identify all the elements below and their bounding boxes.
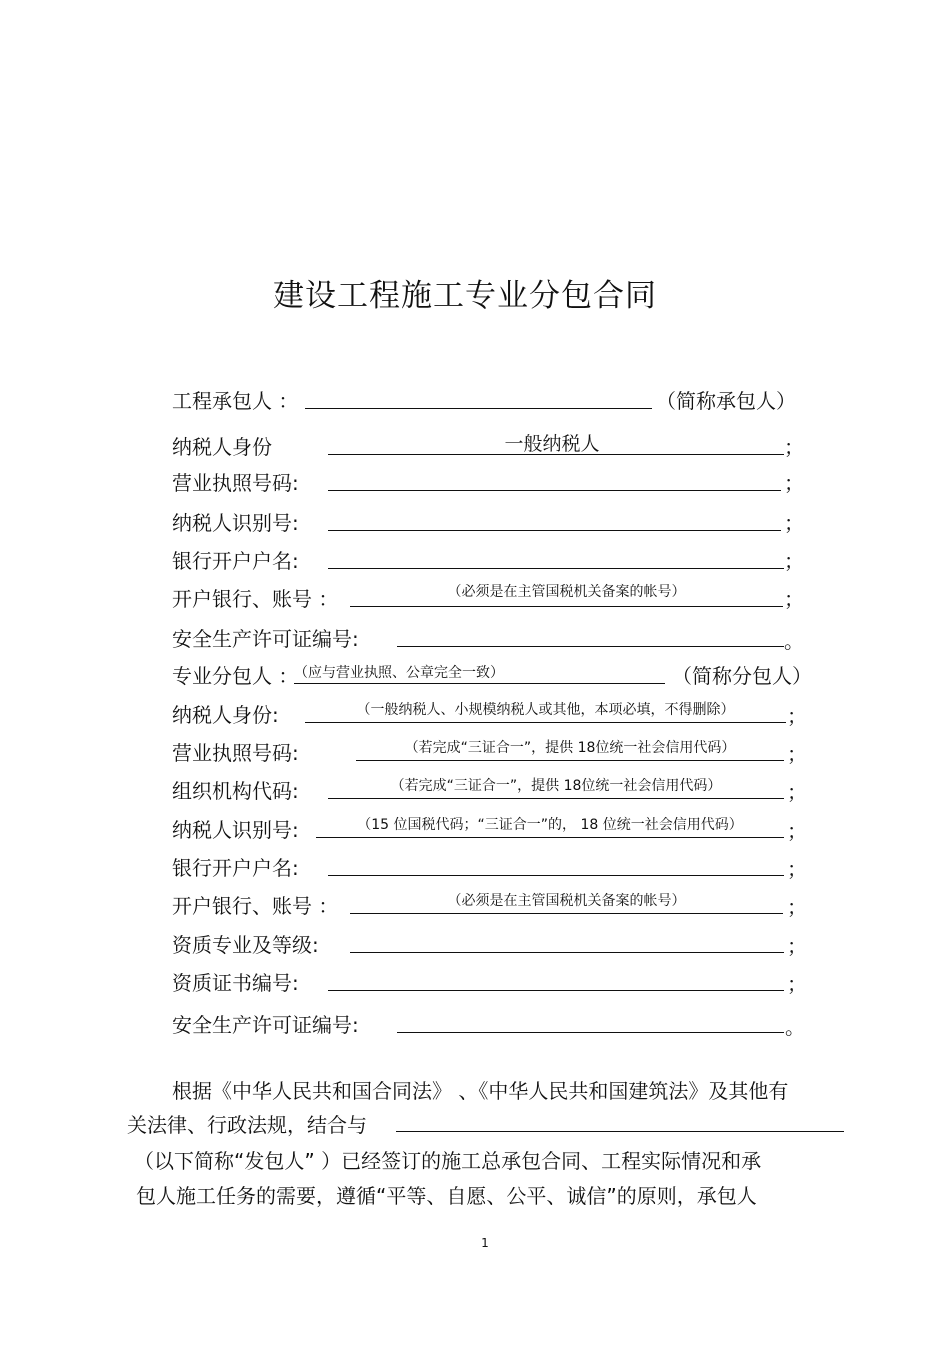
subcontractor-name-field[interactable]: [294, 657, 665, 684]
subcontractor-tax-status-label: 纳税人身份:: [172, 703, 279, 727]
subcontractor-safety-field[interactable]: [397, 1006, 784, 1033]
subcontractor-org-code-label: 组织机构代码:: [172, 779, 299, 803]
semicolon: ；: [787, 704, 807, 728]
contractor-safety-label: 安全生产许可证编号:: [172, 627, 359, 651]
contractor-name-label: 工程承包人 ：: [172, 389, 299, 413]
contractor-tax-status-row: [0, 428, 950, 458]
subcontractor-tax-status-row: [0, 696, 950, 726]
subcontractor-license-hint: （若完成“三证合一”，提供 18位统一社会信用代码）: [404, 740, 736, 756]
preamble-line-2: 关法律、行政法规，结合与: [127, 1113, 367, 1137]
subcontractor-account-name-field[interactable]: [328, 849, 784, 876]
semicolon: ；: [787, 934, 807, 958]
subcontractor-certificate-label: 资质证书编号:: [172, 971, 299, 995]
period: 。: [784, 629, 804, 653]
subcontractor-name-suffix: （简称分包人）: [672, 664, 812, 688]
contractor-tax-status-field[interactable]: [328, 428, 784, 455]
subcontractor-license-label: 营业执照号码:: [172, 741, 299, 765]
semicolon: ；: [784, 511, 804, 535]
subcontractor-tax-id-label: 纳税人识别号:: [172, 818, 299, 842]
semicolon: ；: [787, 972, 807, 996]
contractor-tax-status-label: 纳税人身份: [172, 435, 272, 459]
subcontractor-name-row: [0, 657, 950, 687]
semicolon: ；: [784, 471, 804, 495]
subcontractor-bank-field[interactable]: [350, 887, 783, 914]
preamble-line-1: 根据《中华人民共和国合同法》 、《中华人民共和国建筑法》及其他有: [172, 1079, 789, 1103]
contractor-bank-row: [0, 580, 950, 610]
contractor-safety-row: [0, 620, 950, 653]
subcontractor-qualification-field[interactable]: [350, 926, 784, 953]
subcontractor-org-code-field[interactable]: [328, 772, 784, 799]
contractor-bank-label: 开户银行、账号 ：: [172, 587, 339, 611]
contractor-name-field[interactable]: [305, 382, 652, 409]
semicolon: ；: [787, 895, 807, 919]
semicolon: ；: [787, 857, 807, 881]
subcontractor-safety-label: 安全生产许可证编号:: [172, 1013, 359, 1037]
subcontractor-license-field[interactable]: [356, 734, 784, 761]
subcontractor-bank-label: 开户银行、账号 ：: [172, 894, 339, 918]
contractor-name-suffix: （简称承包人）: [656, 389, 796, 413]
subcontractor-certificate-row: [0, 964, 950, 994]
subcontractor-org-code-row: [0, 772, 950, 802]
contractor-bank-hint: （必须是在主管国税机关备案的帐号）: [447, 584, 686, 600]
contractor-account-name-row: [0, 542, 950, 572]
issuer-name-field[interactable]: [396, 1131, 844, 1132]
contractor-name-row: [0, 382, 950, 412]
semicolon: ；: [784, 549, 804, 573]
subcontractor-certificate-field[interactable]: [328, 964, 784, 991]
subcontractor-name-hint: （应与营业执照、公章完全一致）: [294, 665, 504, 681]
semicolon: ；: [787, 780, 807, 804]
period: 。: [785, 1015, 805, 1039]
document-title: 建设工程施工专业分包合同: [273, 278, 657, 314]
contractor-account-name-field[interactable]: [328, 542, 784, 569]
subcontractor-safety-row: [0, 1006, 950, 1039]
subcontractor-tax-id-hint: （15 位国税代码；“三证合一”的， 18 位统一社会信用代码）: [357, 817, 743, 833]
subcontractor-name-label: 专业分包人 ：: [172, 664, 299, 688]
subcontractor-tax-status-hint: （一般纳税人、小规模纳税人或其他，本项必填，不得删除）: [356, 702, 735, 718]
page-number: 1: [481, 1236, 489, 1250]
contractor-account-name-label: 银行开户户名:: [172, 549, 299, 573]
subcontractor-account-name-row: [0, 849, 950, 879]
contractor-bank-field[interactable]: [350, 580, 783, 607]
subcontractor-tax-id-field[interactable]: [316, 811, 784, 838]
contractor-license-row: [0, 464, 950, 494]
semicolon: ；: [787, 742, 807, 766]
subcontractor-org-code-hint: （若完成“三证合一”，提供 18位统一社会信用代码）: [390, 778, 722, 794]
contractor-license-label: 营业执照号码:: [172, 471, 299, 495]
subcontractor-license-row: [0, 734, 950, 764]
contractor-tax-id-label: 纳税人识别号:: [172, 511, 299, 535]
subcontractor-tax-id-row: [0, 811, 950, 841]
semicolon: ；: [784, 435, 804, 459]
preamble-line-4: 包人施工任务的需要，遵循“平等、自愿、公平、诚信”的原则，承包人: [136, 1184, 757, 1208]
subcontractor-tax-status-field[interactable]: [305, 696, 786, 723]
subcontractor-bank-hint: （必须是在主管国税机关备案的帐号）: [447, 893, 686, 909]
contractor-tax-status-value: 一般纳税人: [504, 433, 600, 455]
preamble-line-3: （以下简称“发包人” ）已经签订的施工总承包合同、工程实际情况和承: [134, 1149, 762, 1173]
subcontractor-qualification-row: [0, 926, 950, 956]
contractor-tax-id-field[interactable]: [328, 504, 781, 531]
contractor-license-field[interactable]: [328, 464, 781, 491]
contractor-safety-field[interactable]: [397, 620, 784, 647]
subcontractor-account-name-label: 银行开户户名:: [172, 856, 299, 880]
subcontractor-bank-row: [0, 887, 950, 917]
semicolon: ；: [787, 819, 807, 843]
contractor-tax-id-row: [0, 504, 950, 534]
subcontractor-qualification-label: 资质专业及等级:: [172, 933, 319, 957]
semicolon: ；: [784, 587, 804, 611]
